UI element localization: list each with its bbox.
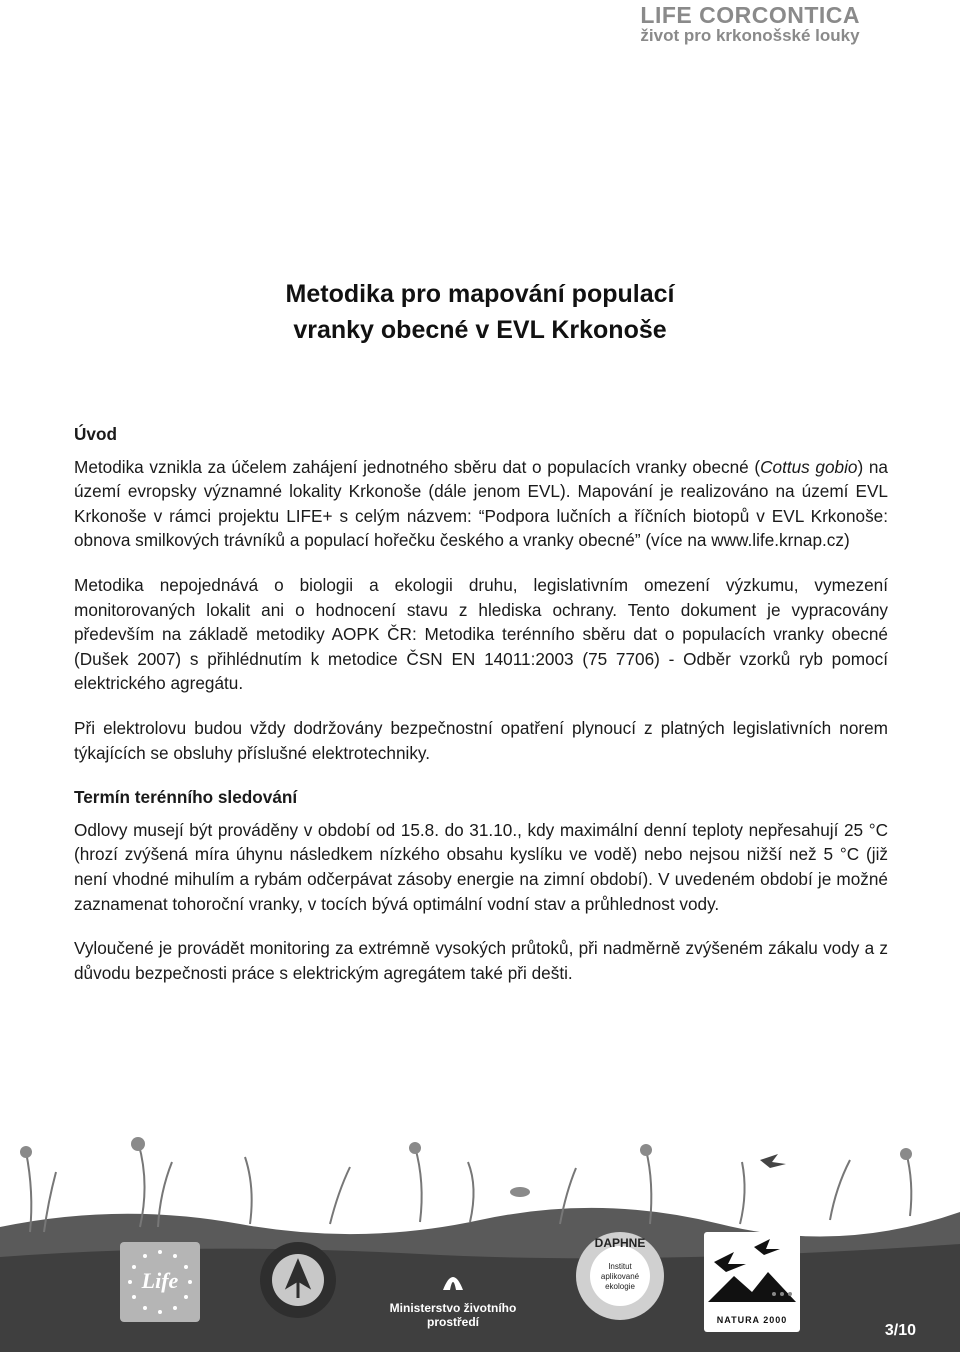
intro-text-a: Metodika vznikla za účelem zahájení jednotného sběru dat o populacích vranky obecné ( <box>74 456 761 477</box>
header-logo <box>640 2 860 44</box>
intro-paragraph-3: Při elektrolovu budou vždy dodržovány bezpečnostní opatření plynoucí z platných legislativních norem týkajících se obsluhy příslušné elektrotechniky. <box>74 717 888 763</box>
ministry-emblem-icon <box>368 1262 538 1292</box>
term-paragraph-1: Odlovy musejí být prováděny v období od 15.8. do 31.10., kdy maximální denní teploty nepřesahují 25 °C (hrozí zvýšená míra úhynu následkem nízkého obsahu kyslíku ve vodě) nebo nejsou nižší než 5 °C (již není vhodné mihulím a rybám odčerpávat zásoby energie na zimní období). V uvedeném období je možné zaznamenat tohoroční vranky, v tocích bývá optimální vodní stav a průhlednost vody. <box>74 819 888 914</box>
krnap-emblem-icon <box>258 1240 338 1320</box>
natura-birds-icon <box>704 1232 800 1306</box>
document-title <box>0 276 960 348</box>
daphne-text: DAPHNE <box>594 1236 646 1250</box>
ministry-text: Ministerstvo životního prostředí <box>389 1301 517 1329</box>
intro-paragraph-2: Metodika nepojednává o biologii a ekologii druhu, legislativním omezení výzkumu, vymezení monitorovaných lokalit ani o hodnocení stavu z hlediska ochrany. Tento dokument je vypracovány především na základě metodiky AOPK ČR: Metodika terénního sběru dat o populacích vranky obecné (Dušek 2007) s přihlédnutím k metodice ČSN EN 14011:2003 (75 7706) - Odběr vzorků ryb pomocí elektrického agregátu. <box>74 574 888 694</box>
daphne-sub-1: Institut <box>608 1262 632 1271</box>
life-logo <box>120 1242 200 1322</box>
intro-text-b: ) na území evropsky významné lokality Krkonoše (dále jenom EVL). Mapování je realizováno na území EVL Krkonoše v rámci projektu LIFE+ s celým názvem: “Podpora lučních a říčních biotopů v EVL Krkonoše: obnova smilkových trávníků a populací hořečku českého a vranky obecné” (více na www.life.krnap.cz) <box>74 456 888 551</box>
section-heading-intro: Úvod <box>74 424 117 444</box>
brand-tagline: život pro krkonošské louky <box>640 26 860 45</box>
daphne-logo <box>572 1228 668 1324</box>
brand-name: LIFE CORCONTICA <box>640 2 860 28</box>
ministry-logo <box>368 1262 538 1329</box>
footer-band <box>0 1132 960 1352</box>
natura-logo <box>704 1232 800 1332</box>
term-paragraph-2: Vyloučené je provádět monitoring za extrémně vysokých průtoků, při nadměrně zvýšeném zákalu vody a z důvodu bezpečnosti práce s elektrickým agregátem také při dešti. <box>74 938 888 983</box>
daphne-sub-3: ekologie <box>605 1282 635 1291</box>
title-line-2: vranky obecné v EVL Krkonoše <box>293 316 667 344</box>
page-number: 3/10 <box>884 1322 916 1339</box>
section-heading-term: Termín terénního sledování <box>74 787 298 808</box>
krnap-logo <box>258 1240 338 1320</box>
daphne-subtitle <box>572 1262 668 1292</box>
life-logo-text: Life <box>141 1268 179 1293</box>
species-name: Cottus gobio <box>760 456 858 477</box>
natura-text: NATURA 2000 <box>716 1315 788 1325</box>
intro-paragraph-1 <box>74 455 888 553</box>
document-body <box>74 422 888 1005</box>
title-line-1: Metodika pro mapování populací <box>285 280 675 308</box>
daphne-sub-2: aplikované <box>600 1272 640 1281</box>
